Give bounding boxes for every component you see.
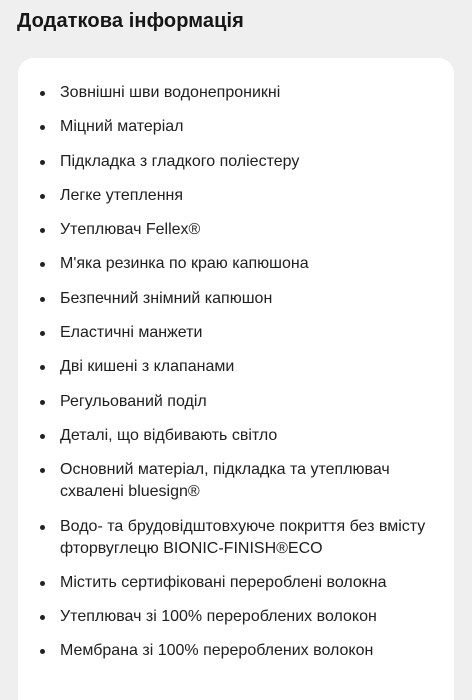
bullet-icon — [40, 400, 45, 405]
list-item-text: Утеплювач зі 100% перероблених волокон — [60, 608, 377, 626]
list-item-text: Водо- та брудовідштовхуюче покриття без вмісту фторвуглецю BIONIC-FINISH®ECO — [60, 517, 426, 557]
list-item — [39, 219, 442, 241]
bullet-icon — [40, 331, 45, 336]
list-item — [39, 82, 442, 104]
list-item-text: Містить сертифіковані перероблені волокна — [60, 573, 387, 591]
list-item-text: Міцний матеріал — [60, 118, 184, 136]
additional-info-card — [18, 58, 454, 700]
list-item-text: Легке утеплення — [60, 186, 184, 204]
list-item — [39, 391, 442, 413]
list-item — [39, 253, 442, 275]
list-item-text: Основний матеріал, підкладка та утеплювач схвалені bluesign® — [60, 461, 390, 501]
bullet-icon — [40, 228, 45, 233]
section-title: Додаткова інформація — [17, 10, 244, 32]
list-item — [39, 459, 442, 503]
list-item — [39, 288, 442, 310]
list-item — [39, 151, 442, 173]
list-item-text: Регульований поділ — [60, 392, 207, 410]
list-item — [39, 185, 442, 207]
list-item — [39, 572, 442, 594]
list-item-text: Деталі, що відбивають світло — [60, 426, 278, 444]
bullet-icon — [40, 194, 45, 199]
list-item — [39, 425, 442, 447]
list-item — [39, 516, 442, 560]
bullet-icon — [40, 365, 45, 370]
list-item-text: Еластичні манжети — [60, 324, 203, 342]
bullet-icon — [40, 649, 45, 654]
bullet-icon — [40, 434, 45, 439]
bullet-icon — [40, 525, 45, 530]
list-item — [39, 356, 442, 378]
bullet-icon — [40, 91, 45, 96]
list-item-text: М'яка резинка по краю капюшона — [60, 255, 309, 273]
list-item — [39, 606, 442, 628]
features-list — [18, 58, 454, 662]
list-item-text: Утеплювач Fellex® — [60, 221, 201, 239]
list-item-text: Мембрана зі 100% перероблених волокон — [60, 642, 374, 660]
list-item-text: Підкладка з гладкого поліестеру — [60, 152, 300, 170]
list-item-text: Зовнішні шви водонепроникні — [60, 84, 281, 101]
list-item — [39, 322, 442, 344]
bullet-icon — [40, 581, 45, 586]
bullet-icon — [40, 262, 45, 267]
list-item-text: Дві кишені з клапанами — [60, 358, 235, 376]
bullet-icon — [40, 125, 45, 130]
bullet-icon — [40, 160, 45, 165]
bullet-icon — [40, 297, 45, 302]
bullet-icon — [40, 468, 45, 473]
list-item-text: Безпечний знімний капюшон — [60, 289, 273, 307]
list-item — [39, 116, 442, 138]
list-item — [39, 640, 442, 662]
bullet-icon — [40, 615, 45, 620]
